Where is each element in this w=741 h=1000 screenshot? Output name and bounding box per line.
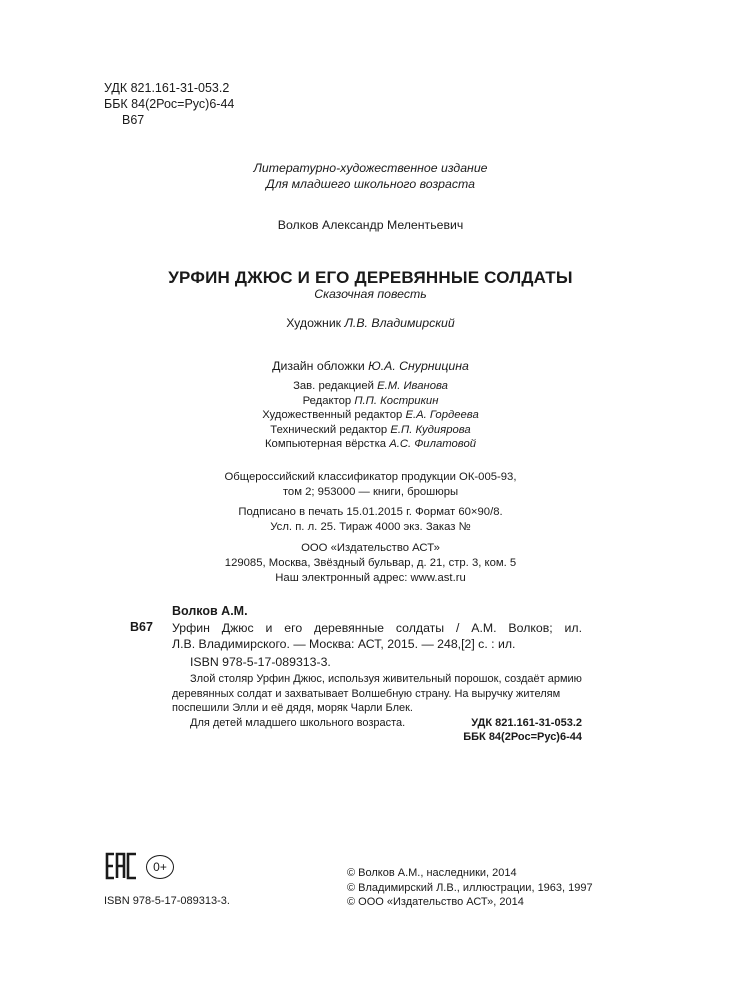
publisher-web: Наш электронный адрес: www.ast.ru	[275, 572, 466, 584]
copyright-block	[347, 866, 593, 910]
card-author-mark: В67	[130, 620, 153, 634]
illustrator-credit	[0, 315, 741, 331]
credit-line	[0, 379, 741, 394]
credit-line	[0, 408, 741, 423]
print-line-1: Подписано в печать 15.01.2015 г. Формат 60×90/8.	[238, 506, 503, 518]
age-rating-badge: 0+	[146, 855, 174, 879]
copyright-line: © Владимирский Л.В., иллюстрации, 1963, 1997	[347, 881, 593, 894]
credit-role: Компьютерная вёрстка	[264, 438, 387, 450]
cover-design-name: Ю.А. Снурницина	[368, 359, 469, 373]
credit-role: Технический редактор	[270, 423, 388, 436]
print-line-2: Усл. п. л. 25. Тираж 4000 экз. Заказ №	[270, 521, 471, 533]
credit-role: Зав. редакцией	[293, 380, 374, 392]
card-isbn: ISBN 978-5-17-089313-3.	[190, 655, 331, 669]
credit-name: А.С. Филатовой	[389, 438, 477, 450]
eac-mark-icon	[105, 852, 139, 880]
classification-codes	[104, 80, 234, 128]
classifier-line-1: Общероссийский классификатор продукции ОК-005-93,	[224, 471, 517, 483]
card-description	[172, 620, 582, 652]
edition-type: Литературно-художественное издание	[253, 161, 488, 175]
author-full-name: Волков Александр Мелентьевич	[277, 218, 464, 232]
annotation-audience: Для детей младшего школьного возраста.	[190, 716, 406, 729]
credit-role: Редактор	[302, 394, 352, 407]
publisher-address: 129085, Москва, Звёздный бульвар, д. 21, стр. 3, ком. 5	[224, 557, 517, 569]
card-desc-line-1: Урфин Джюс и его деревянные солдаты / А.М. Волков; ил.	[172, 621, 582, 635]
credit-name: Е.А. Гордеева	[405, 409, 479, 421]
illustrator-name: Л.В. Владимирский	[344, 316, 455, 330]
card-author: Волков А.М.	[172, 604, 248, 618]
copyright-line: © ООО «Издательство АСТ», 2014	[347, 896, 524, 908]
author-mark: В67	[122, 113, 145, 127]
audience: Для младшего школьного возраста	[266, 177, 475, 191]
bbk-code: ББК 84(2Рос=Рус)6-44	[104, 97, 235, 111]
credit-name: П.П. Кострикин	[354, 394, 439, 407]
credit-name: Е.П. Кудиярова	[390, 423, 471, 436]
publisher-name: ООО «Издательство АСТ»	[301, 542, 440, 554]
credit-name: Е.М. Иванова	[377, 380, 448, 392]
illustrator-role: Художник	[286, 316, 342, 330]
classifier-line-2: том 2; 953000 — книги, брошюры	[282, 486, 459, 498]
card-codes	[420, 717, 582, 744]
credit-line	[0, 394, 741, 409]
card-bbk: ББК 84(2Рос=Рус)6-44	[463, 730, 582, 743]
copyright-line: © Волков А.М., наследники, 2014	[347, 867, 517, 879]
card-desc-line-2: Л.В. Владимирского. — Москва: АСТ, 2015. — 248,[2] с. : ил.	[172, 637, 516, 651]
editorial-credits	[0, 379, 741, 452]
cover-design-role: Дизайн обложки	[272, 359, 365, 373]
book-title: УРФИН ДЖЮС И ЕГО ДЕРЕВЯННЫЕ СОЛДАТЫ	[168, 268, 573, 287]
annotation-text: Злой столяр Урфин Джюс, используя живительный порошок, создаёт армию деревянных солдат и захватывает Волшебную страну. На выручку жителям поспешили Элли и её дядя, моряк Чарли Блек.	[172, 673, 582, 714]
cover-design-credit	[0, 358, 741, 374]
credit-role: Художественный редактор	[262, 409, 403, 421]
card-udk: УДК 821.161-31-053.2	[471, 717, 582, 729]
credit-line	[0, 423, 741, 438]
book-subtitle: Сказочная повесть	[314, 287, 427, 301]
udk-code: УДК 821.161-31-053.2	[104, 81, 230, 95]
credit-line	[0, 437, 741, 452]
isbn-bottom: ISBN 978-5-17-089313-3.	[104, 895, 230, 907]
